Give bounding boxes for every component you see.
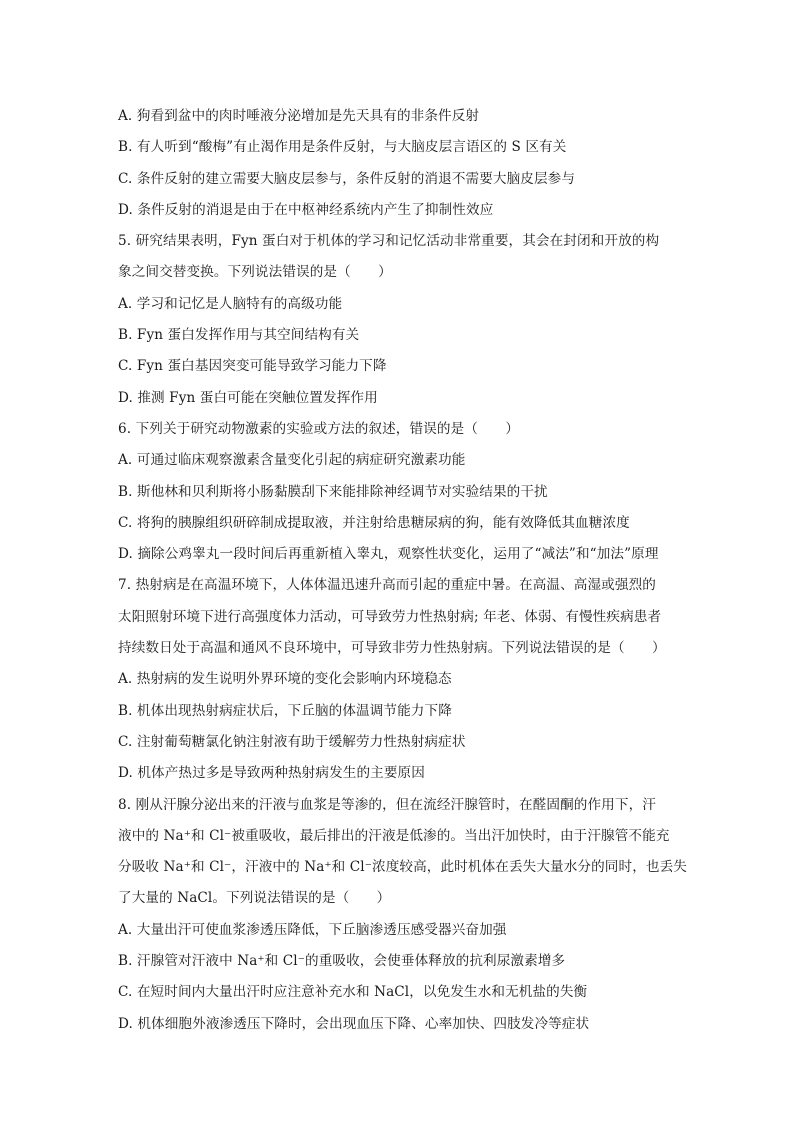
question-7-stem: 太阳照射环境下进行高强度体力活动，可导致劳力性热射病; 年老、体弱、有慢性疾病患者 (118, 608, 662, 625)
question-7-stem: 7. 热射病是在高温环境下，人体体温迅速升高而引起的重症中暑。在高温、高湿或强烈的 (118, 577, 656, 594)
option-line: A. 学习和记忆是人脑特有的高级功能 (118, 295, 343, 312)
option-line: D. 机体产热过多是导致两种热射病发生的主要原因 (118, 765, 425, 782)
option-line: B. 斯他林和贝利斯将小肠黏膜刮下来能排除神经调节对实验结果的干扰 (118, 483, 548, 500)
option-line: C. 注射葡萄糖氯化钠注射液有助于缓解劳力性热射病症状 (118, 733, 466, 750)
option-line: D. 摘除公鸡睾丸一段时间后再重新植入睾丸，观察性状变化，运用了“减法”和“加法”原理 (118, 546, 659, 563)
option-line: A. 狗看到盆中的肉时唾液分泌增加是先天具有的非条件反射 (118, 108, 480, 124)
option-line: A. 可通过临床观察激素含量变化引起的病症研究激素功能 (118, 452, 466, 469)
question-8-stem: 液中的 Na⁺和 Cl⁻被重吸收，最后排出的汗液是低渗的。当出汗加快时，由于汗腺管不能充 (118, 827, 670, 844)
option-line: A. 热射病的发生说明外界环境的变化会影响内环境稳态 (118, 671, 452, 688)
question-5-stem: 象之间交替变换。下列说法错误的是（ ） (118, 264, 392, 281)
option-line: D. 条件反射的消退是由于在中枢神经系统内产生了抑制性效应 (118, 201, 494, 218)
question-text-block (118, 101, 688, 1040)
option-line: D. 机体细胞外液渗透压下降时，会出现血压下降、心率加快、四肢发冷等症状 (118, 1015, 590, 1032)
option-line: C. 在短时间内大量出汗时应注意补充水和 NaCl，以免发生水和无机盐的失衡 (118, 984, 588, 1001)
option-line: C. Fyn 蛋白基因突变可能导致学习能力下降 (118, 358, 387, 375)
question-6-stem: 6. 下列关于研究动物激素的实验或方法的叙述，错误的是（ ） (118, 420, 520, 437)
option-line: D. 推测 Fyn 蛋白可能在突触位置发挥作用 (118, 389, 378, 406)
question-8-stem: 8. 刚从汗腺分泌出来的汗液与血浆是等渗的，但在流经汗腺管时，在醛固酮的作用下，汗 (118, 796, 656, 813)
option-line: C. 条件反射的建立需要大脑皮层参与，条件反射的消退不需要大脑皮层参与 (118, 170, 576, 187)
question-8-stem: 了大量的 NaCl。下列说法错误的是（ ） (118, 890, 391, 907)
option-line: A. 大量出汗可使血浆渗透压降低，下丘脑渗透压感受器兴奋加强 (118, 921, 507, 938)
option-line: C. 将狗的胰腺组织研碎制成提取液，并注射给患糖尿病的狗，能有效降低其血糖浓度 (118, 514, 630, 531)
option-line: B. 有人听到“酸梅”有止渴作用是条件反射，与大脑皮层言语区的 S 区有关 (118, 139, 567, 156)
option-line: B. 机体出现热射病症状后，下丘脑的体温调节能力下降 (118, 702, 452, 719)
question-5-stem: 5. 研究结果表明，Fyn 蛋白对于机体的学习和记忆活动非常重要，其会在封闭和开放的构 (118, 233, 660, 250)
question-7-stem: 持续数日处于高温和通风不良环境中，可导致非劳力性热射病。下列说法错误的是（ ） (118, 640, 666, 657)
option-line: B. 汗腺管对汗液中 Na⁺和 Cl⁻的重吸收，会使垂体释放的抗利尿激素增多 (118, 953, 566, 970)
question-8-stem: 分吸收 Na⁺和 Cl⁻，汗液中的 Na⁺和 Cl⁻浓度较高，此时机体在丢失大量水分的同时，也丢失 (118, 859, 687, 876)
option-line: B. Fyn 蛋白发挥作用与其空间结构有关 (118, 327, 360, 344)
